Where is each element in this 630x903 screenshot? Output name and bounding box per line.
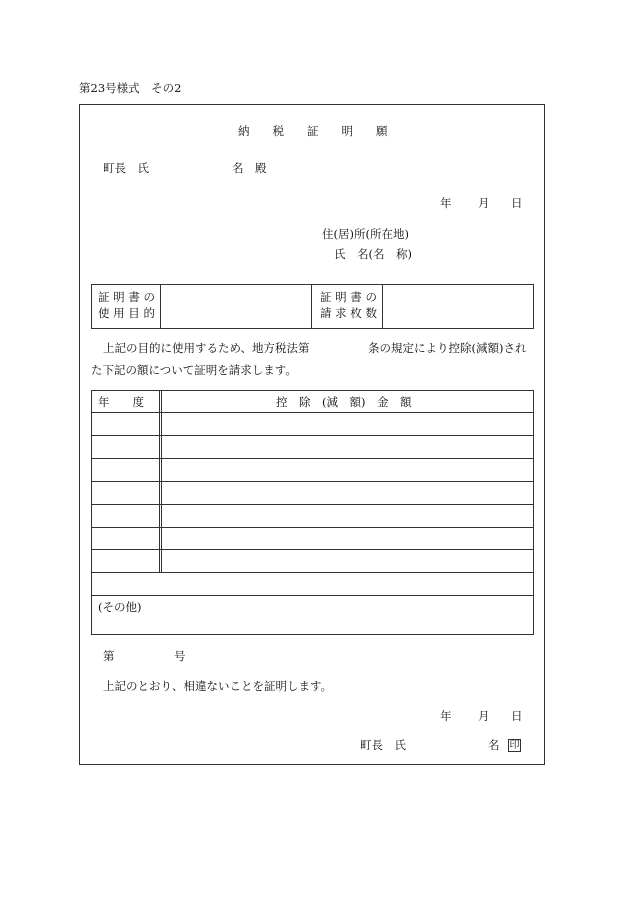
request-date-year: 年 [440,196,452,210]
addressee-mayor: 町長 氏 [103,161,149,175]
request-text-line2: た下記の額について証明を請求します。 [91,363,297,377]
count-label-line2: 請 求 枚 数 [320,306,377,320]
purpose-label-line2: 使 用 目 的 [98,306,155,320]
certificate-number-prefix: 第 [103,649,115,663]
form-title: 納 税 証 明 願 [238,124,388,138]
request-text-line1-b: 条の規定により控除(減額)され [368,341,527,355]
amount-table-header-year: 年 度 [98,395,144,409]
request-date-month: 月 [478,196,490,210]
request-text-line1-a: 上記の目的に使用するため、地方税法第 [103,341,310,355]
request-date-day: 日 [511,196,523,210]
form-number: 第23号様式 その2 [79,81,182,95]
certification-statement: 上記のとおり、相違ないことを証明します。 [103,679,333,693]
applicant-name-label: 氏 名(名 称) [334,247,412,261]
other-label: (その他) [98,600,142,614]
cert-date-year: 年 [440,709,452,723]
cert-date-day: 日 [511,709,523,723]
applicant-address-label: 住(居)所(所在地) [322,227,409,241]
count-label-line1: 証 明 書 の [320,290,377,304]
addressee-name-suffix: 名 殿 [232,161,267,175]
certifier-mayor: 町長 氏 [360,738,406,752]
seal-box: 印 [509,740,520,751]
purpose-label-line1: 証 明 書 の [98,290,155,304]
amount-table-header-amount: 控 除 (減 額) 金 額 [276,395,412,409]
certifier-name: 名 [488,738,500,752]
certificate-number-suffix: 号 [174,649,186,663]
cert-date-month: 月 [478,709,490,723]
